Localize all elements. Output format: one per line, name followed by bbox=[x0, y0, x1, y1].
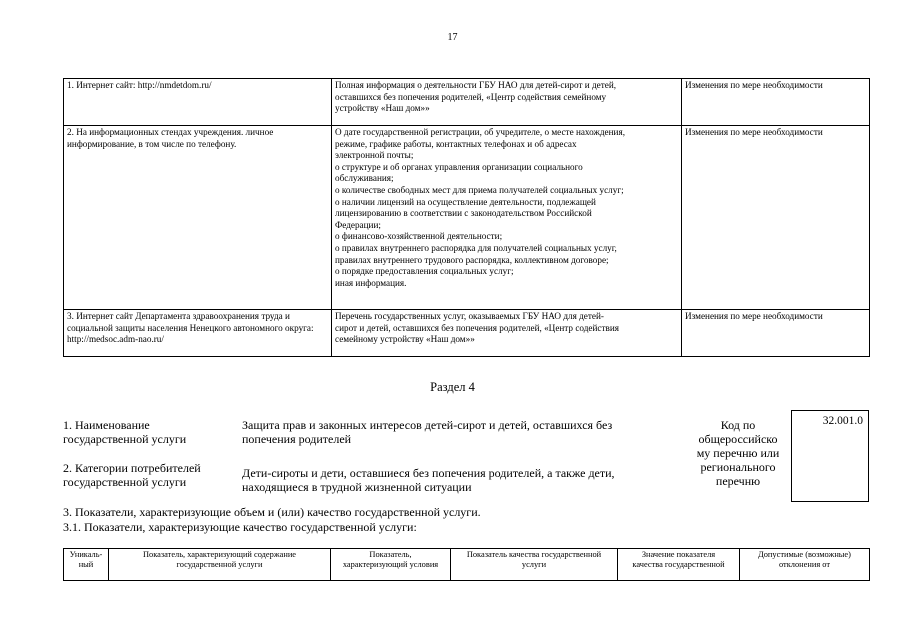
header-line: услуги bbox=[521, 560, 547, 569]
info-method-cell: 3. Интернет сайт Департамента здравоохранения труда и социальной защиты населения Ненецкого автономного округа: http://medsoc.adm-nao.ru/ bbox=[64, 310, 332, 357]
table-row bbox=[64, 310, 870, 357]
header-cell-quality-indicator bbox=[451, 549, 618, 581]
content-line: о количестве свободных мест для приема получателей социальных услуг; bbox=[335, 184, 624, 195]
info-content-cell bbox=[332, 310, 682, 357]
content-line: семейному устройству «Наш дом»» bbox=[335, 334, 475, 345]
service-name-value bbox=[242, 418, 687, 446]
indicators-heading: 3. Показатели, характеризующие объем и (или) качество государственной услуги. bbox=[63, 505, 481, 519]
content-line: Полная информация о деятельности ГБУ НАО для детей-сирот и детей, bbox=[335, 80, 617, 90]
content-line: иная информация. bbox=[335, 277, 407, 288]
table-header-row bbox=[64, 549, 870, 581]
content-line: режиме, графике работы, контактных телефонах и об адресах bbox=[335, 138, 577, 149]
info-frequency-cell: Изменения по мере необходимости bbox=[682, 79, 870, 126]
content-line: о порядке предоставления социальных услуг; bbox=[335, 266, 514, 277]
header-line: государственной услуги bbox=[176, 560, 263, 569]
content-line: О дате государственной регистрации, об учредителе, о месте нахождения, bbox=[335, 127, 625, 137]
label-line: государственной услуги bbox=[63, 432, 187, 446]
header-cell-allowed-deviation bbox=[740, 549, 870, 581]
header-line: качества государственной bbox=[632, 560, 725, 569]
table-row bbox=[64, 79, 870, 126]
code-value-box: 32.001.0 bbox=[791, 410, 869, 502]
service-name-label bbox=[63, 418, 238, 446]
info-frequency-cell: Изменения по мере необходимости bbox=[682, 126, 870, 310]
table-row bbox=[64, 126, 870, 310]
info-method-cell: 1. Интернет сайт: http://nmdetdom.ru/ bbox=[64, 79, 332, 126]
label-line: регионального bbox=[700, 460, 776, 474]
content-line: лицензированию в соответствии с законодательством Российской bbox=[335, 208, 592, 219]
header-cell-conditions-indicator bbox=[331, 549, 451, 581]
section-title: Раздел 4 bbox=[430, 380, 475, 394]
content-line: правилах внутреннего трудового распорядка, коллективном договоре; bbox=[335, 254, 609, 265]
header-line: характеризующий условия bbox=[342, 560, 439, 569]
quality-indicators-table bbox=[63, 548, 870, 581]
info-method-cell: 2. На информационных стендах учреждения. личное информирование, в том числе по телефону. bbox=[64, 126, 332, 310]
info-content-cell bbox=[332, 126, 682, 310]
label-line: перечню bbox=[715, 474, 761, 488]
content-line: устройству «Наш дом»» bbox=[335, 103, 430, 114]
consumer-category-label bbox=[63, 461, 241, 489]
code-label bbox=[683, 418, 793, 488]
information-methods-table bbox=[63, 78, 870, 357]
value-line: Защита прав и законных интересов детей-сирот и детей, оставшихся без bbox=[242, 418, 613, 432]
info-frequency-cell: Изменения по мере необходимости bbox=[682, 310, 870, 357]
content-line: сирот и детей, оставшихся без попечения родителей, «Центр содействия bbox=[335, 322, 619, 333]
content-line: оставшихся без попечения родителей, «Центр содействия семейному bbox=[335, 91, 607, 102]
header-cell-content-indicator bbox=[109, 549, 331, 581]
header-line: отклонения от bbox=[778, 560, 831, 569]
page-number: 17 bbox=[447, 32, 458, 43]
content-line: о финансово-хозяйственной деятельности; bbox=[335, 231, 503, 242]
header-line: Показатель качества государственной bbox=[466, 550, 602, 559]
value-line: Дети-сироты и дети, оставшиеся без попечения родителей, а также дети, bbox=[242, 466, 615, 480]
content-line: о структуре и об органах управления организации социального bbox=[335, 161, 583, 172]
content-line: Перечень государственных услуг, оказываемых ГБУ НАО для детей- bbox=[335, 311, 604, 321]
info-content-cell bbox=[332, 79, 682, 126]
value-line: попечения родителей bbox=[242, 432, 352, 446]
content-line: Федерации; bbox=[335, 219, 381, 230]
content-line: о наличии лицензий на осуществление деятельности, подлежащей bbox=[335, 196, 596, 207]
label-line: му перечню или bbox=[696, 446, 780, 460]
header-cell-indicator-value bbox=[618, 549, 740, 581]
quality-heading: 3.1. Показатели, характеризующие качество государственной услуги: bbox=[63, 520, 417, 534]
header-line: Допустимые (возможные) bbox=[758, 550, 851, 559]
label-line: 1. Наименование bbox=[63, 418, 150, 432]
label-line: 2. Категории потребителей bbox=[63, 461, 201, 475]
value-line: находящиеся в трудной жизненной ситуации bbox=[242, 480, 472, 494]
header-line: Показатель, bbox=[369, 550, 412, 559]
label-line: Код по bbox=[720, 418, 756, 432]
header-line: Уникаль- bbox=[69, 550, 103, 559]
header-line: Показатель, характеризующий содержание bbox=[142, 550, 297, 559]
consumer-category-value bbox=[242, 466, 687, 494]
header-line: Значение показателя bbox=[641, 550, 716, 559]
header-cell-unique-number bbox=[64, 549, 109, 581]
label-line: общероссийско bbox=[698, 432, 778, 446]
content-line: электронной почты; bbox=[335, 150, 414, 161]
content-line: обслуживания; bbox=[335, 173, 394, 184]
header-line: ный bbox=[78, 560, 94, 569]
content-line: о правилах внутреннего распорядка для получателей социальных услуг, bbox=[335, 242, 617, 253]
label-line: государственной услуги bbox=[63, 475, 187, 489]
